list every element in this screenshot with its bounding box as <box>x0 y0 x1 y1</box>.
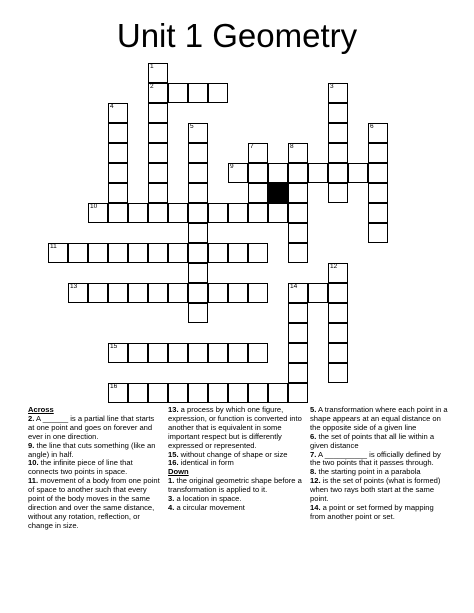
grid-cell[interactable] <box>248 183 268 203</box>
grid-cell[interactable] <box>288 203 308 223</box>
down-clue-list-continued <box>310 406 450 522</box>
grid-cell[interactable] <box>208 203 228 223</box>
grid-cell[interactable] <box>168 203 188 223</box>
grid-cell[interactable] <box>48 243 68 263</box>
grid-cell[interactable] <box>328 123 348 143</box>
grid-cell[interactable] <box>228 203 248 223</box>
clue-number: 3 <box>330 83 334 90</box>
clues-column-2 <box>168 406 304 513</box>
grid-cell[interactable] <box>188 163 208 183</box>
grid-cell[interactable] <box>88 203 108 223</box>
clue-item <box>310 477 450 504</box>
clue-number: 1 <box>150 63 154 70</box>
grid-cell[interactable] <box>188 383 208 403</box>
grid-cell[interactable] <box>148 383 168 403</box>
clue-text: a location in space. <box>174 494 242 504</box>
clue-number: 13. <box>168 405 179 414</box>
grid-cell[interactable] <box>108 383 128 403</box>
grid-cell[interactable] <box>188 183 208 203</box>
clue-item <box>310 451 450 469</box>
grid-cell[interactable] <box>208 383 228 403</box>
clue-text: movement of a body from one point of space to another such that every point of the body moves in the same direction and over the same distance, without any rotation, reflection, or change in size. <box>28 476 160 530</box>
grid-cell[interactable] <box>288 143 308 163</box>
clue-number: 13 <box>70 283 78 290</box>
clue-item <box>168 504 304 513</box>
clue-number: 9. <box>28 440 35 450</box>
clue-item <box>168 406 304 451</box>
clue-text: A __________ is officially defined by the two points that it passes through. <box>310 449 441 468</box>
clue-number: 14. <box>310 502 321 512</box>
clue-number: 6. <box>310 431 317 441</box>
clue-number: 8. <box>310 467 317 477</box>
grid-cell[interactable] <box>188 243 208 263</box>
grid-cell[interactable] <box>308 163 328 183</box>
clue-number: 10. <box>28 458 39 468</box>
clue-text: the set of points that all lie within a given distance <box>310 431 435 450</box>
clue-number: 5. <box>310 405 317 414</box>
grid-cell[interactable] <box>148 103 168 123</box>
grid-cell[interactable] <box>108 283 128 303</box>
clue-text: a point or set formed by mapping from another point or set. <box>310 502 434 521</box>
black-cell <box>268 183 288 203</box>
grid-cell[interactable] <box>108 203 128 223</box>
grid-cell[interactable] <box>68 283 88 303</box>
grid-cell[interactable] <box>188 223 208 243</box>
grid-cell[interactable] <box>288 183 308 203</box>
grid-cell[interactable] <box>268 163 288 183</box>
clue-number: 11. <box>28 476 39 486</box>
grid-cell[interactable] <box>128 203 148 223</box>
grid-cell[interactable] <box>328 323 348 343</box>
grid-cell[interactable] <box>288 163 308 183</box>
clue-number: 11 <box>50 243 57 250</box>
grid-cell[interactable] <box>188 143 208 163</box>
clue-number: 15 <box>110 343 118 350</box>
grid-cell[interactable] <box>348 163 368 183</box>
clue-text: the starting point in a parabola <box>316 467 421 477</box>
clue-number: 2. <box>28 413 35 423</box>
grid-cell[interactable] <box>268 383 288 403</box>
grid-cell[interactable] <box>288 243 308 263</box>
grid-cell[interactable] <box>288 383 308 403</box>
grid-cell[interactable] <box>108 163 128 183</box>
grid-cell[interactable] <box>228 243 248 263</box>
grid-cell[interactable] <box>188 123 208 143</box>
grid-cell[interactable] <box>248 383 268 403</box>
grid-cell[interactable] <box>148 243 168 263</box>
grid-cell[interactable] <box>328 363 348 383</box>
clue-text: a circular movement <box>174 502 245 512</box>
clue-number: 16. <box>168 458 179 468</box>
grid-cell[interactable] <box>188 203 208 223</box>
clue-number: 12 <box>330 263 338 270</box>
grid-cell[interactable] <box>88 243 108 263</box>
grid-cell[interactable] <box>228 343 248 363</box>
clue-number: 9 <box>230 163 234 170</box>
grid-cell[interactable] <box>368 223 388 243</box>
grid-cell[interactable] <box>128 243 148 263</box>
grid-cell[interactable] <box>128 383 148 403</box>
clue-number: 10 <box>90 203 98 210</box>
grid-cell[interactable] <box>368 123 388 143</box>
grid-cell[interactable] <box>368 163 388 183</box>
grid-cell[interactable] <box>108 343 128 363</box>
grid-cell[interactable] <box>328 143 348 163</box>
grid-cell[interactable] <box>128 343 148 363</box>
grid-cell[interactable] <box>328 103 348 123</box>
clue-item <box>28 415 162 442</box>
grid-cell[interactable] <box>248 143 268 163</box>
grid-cell[interactable] <box>328 263 348 283</box>
grid-cell[interactable] <box>168 83 188 103</box>
grid-cell[interactable] <box>108 143 128 163</box>
clue-number: 6 <box>370 123 374 130</box>
grid-cell[interactable] <box>188 283 208 303</box>
down-heading: Down <box>168 467 189 477</box>
clue-text: the infinite piece of line that connects two points in space. <box>28 458 133 477</box>
puzzle-title: Unit 1 Geometry <box>116 17 358 54</box>
grid-cell[interactable] <box>288 363 308 383</box>
clue-number: 14 <box>290 283 298 290</box>
grid-cell[interactable] <box>328 183 348 203</box>
clue-item <box>28 477 162 530</box>
grid-cell[interactable] <box>188 263 208 283</box>
grid-cell[interactable] <box>108 243 128 263</box>
grid-cell[interactable] <box>148 283 168 303</box>
grid-cell[interactable] <box>208 343 228 363</box>
grid-cell[interactable] <box>248 243 268 263</box>
clue-item <box>28 442 162 460</box>
grid-cell[interactable] <box>108 123 128 143</box>
grid-cell[interactable] <box>288 323 308 343</box>
grid-cell[interactable] <box>88 283 108 303</box>
grid-cell[interactable] <box>208 243 228 263</box>
grid-cell[interactable] <box>148 143 168 163</box>
grid-cell[interactable] <box>288 223 308 243</box>
clue-item <box>168 477 304 495</box>
down-clue-list <box>168 477 304 513</box>
across-clue-list <box>28 415 162 531</box>
grid-cell[interactable] <box>168 283 188 303</box>
grid-cell[interactable] <box>248 343 268 363</box>
grid-cell[interactable] <box>148 63 168 83</box>
grid-cell[interactable] <box>188 303 208 323</box>
clue-number: 3. <box>168 494 175 504</box>
clue-number: 7 <box>250 143 254 150</box>
clue-number: 12. <box>310 476 321 486</box>
grid-cell[interactable] <box>288 303 308 323</box>
grid-cell[interactable] <box>228 163 248 183</box>
grid-cell[interactable] <box>108 183 128 203</box>
grid-cell[interactable] <box>328 303 348 323</box>
grid-cell[interactable] <box>128 283 148 303</box>
clue-text: identical in form <box>178 458 234 468</box>
clue-number: 7. <box>310 449 317 459</box>
clue-item <box>310 504 450 522</box>
grid-cell[interactable] <box>368 143 388 163</box>
grid-cell[interactable] <box>368 183 388 203</box>
clue-text: A ______ is a partial line that starts at one point and goes on forever and ever in one direction. <box>28 413 155 441</box>
grid-cell[interactable] <box>248 283 268 303</box>
clue-text: the original geometric shape before a transformation is applied to it. <box>168 476 302 495</box>
clue-text: is the set of points (what is formed) when two rays both start at the same point. <box>310 476 441 504</box>
grid-cell[interactable] <box>228 383 248 403</box>
grid-cell[interactable] <box>368 203 388 223</box>
clue-number: 5 <box>190 123 194 130</box>
grid-cell[interactable] <box>188 343 208 363</box>
grid-cell[interactable] <box>148 343 168 363</box>
clue-text: without change of shape or size <box>178 449 288 459</box>
clues-column-3 <box>310 406 450 522</box>
clue-number: 8 <box>290 143 294 150</box>
grid-cell[interactable] <box>148 83 168 103</box>
clue-number: 15. <box>168 449 179 459</box>
clue-number: 16 <box>110 383 118 390</box>
grid-cell[interactable] <box>208 283 228 303</box>
grid-cell[interactable] <box>308 283 328 303</box>
grid-cell[interactable] <box>148 183 168 203</box>
grid-cell[interactable] <box>108 103 128 123</box>
across-heading: Across <box>28 405 54 414</box>
clue-text: the line that cuts something (like an angle) in half. <box>28 440 156 459</box>
clue-item <box>28 459 162 477</box>
clue-item <box>310 406 450 433</box>
clue-number: 4. <box>168 502 175 512</box>
grid-cell[interactable] <box>328 343 348 363</box>
across-clue-list-continued <box>168 406 304 468</box>
grid-cell[interactable] <box>168 243 188 263</box>
clue-item <box>310 433 450 451</box>
grid-cell[interactable] <box>288 283 308 303</box>
grid-cell[interactable] <box>328 83 348 103</box>
grid-cell[interactable] <box>228 283 248 303</box>
grid-cell[interactable] <box>148 203 168 223</box>
clue-number: 1. <box>168 476 175 486</box>
grid-cell[interactable] <box>248 163 268 183</box>
grid-cell[interactable] <box>248 203 268 223</box>
grid-cell[interactable] <box>148 123 168 143</box>
grid-cell[interactable] <box>68 243 88 263</box>
grid-cell[interactable] <box>148 163 168 183</box>
grid-cell[interactable] <box>268 203 288 223</box>
clue-text: A transformation where each point in a shape appears at an equal distance on the opposite side of a given line <box>310 405 448 432</box>
grid-cell[interactable] <box>328 163 348 183</box>
clue-number: 4 <box>110 103 114 110</box>
grid-cell[interactable] <box>288 343 308 363</box>
clues-column-1 <box>28 406 162 531</box>
grid-cell[interactable] <box>328 283 348 303</box>
clue-text: a process by which one figure, expression, or function is converted into another that is equivalent in some important respect but is differently expressed or represented. <box>168 405 302 450</box>
clue-number: 2 <box>150 83 154 90</box>
grid-cell[interactable] <box>168 343 188 363</box>
grid-cell[interactable] <box>168 383 188 403</box>
grid-cell[interactable] <box>188 83 208 103</box>
grid-cell[interactable] <box>208 83 228 103</box>
